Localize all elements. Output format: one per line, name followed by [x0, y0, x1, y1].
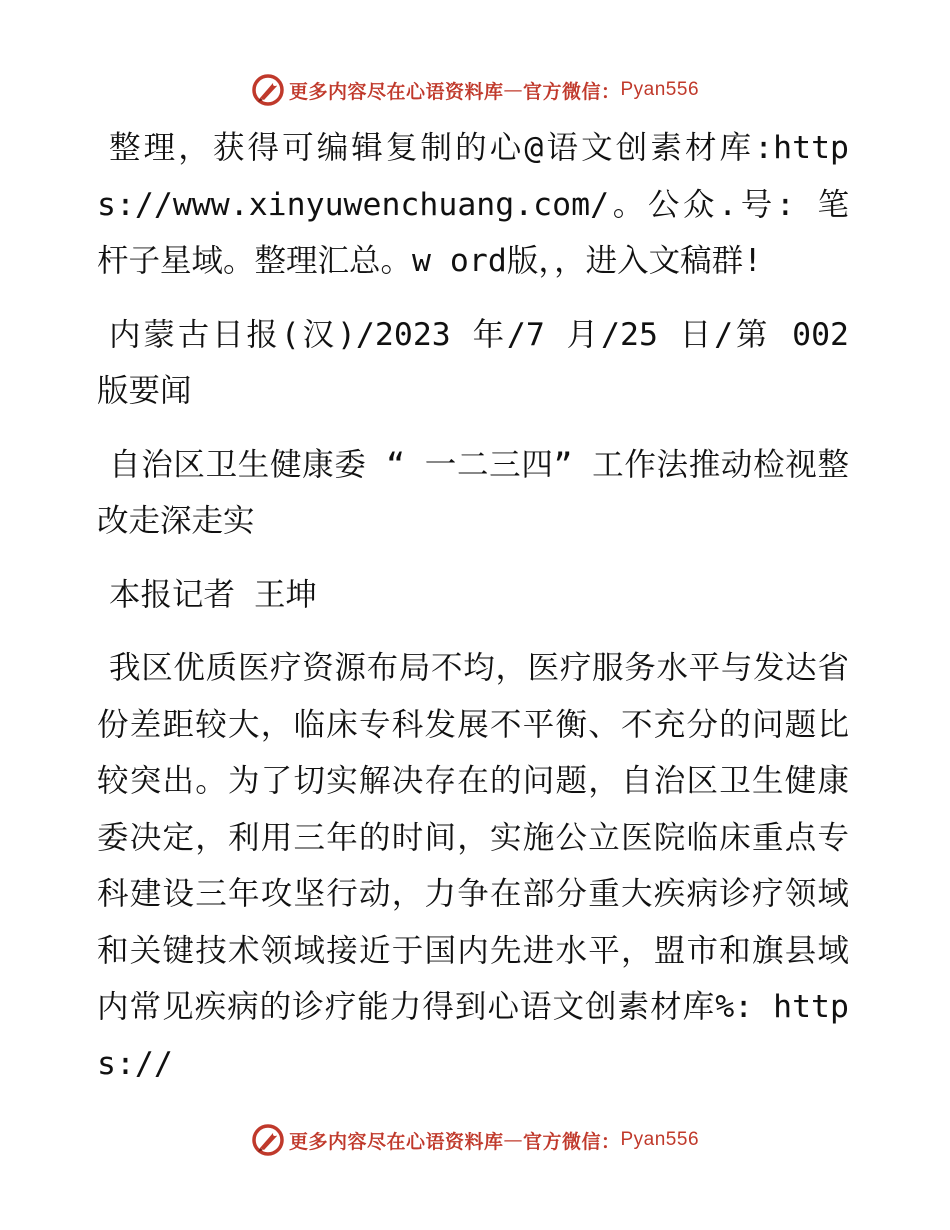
pen-circle-icon: [251, 1123, 285, 1157]
document-body: [97, 120, 849, 1109]
banner-wechat-label: 官方微信：: [522, 80, 621, 103]
banner-separator: —: [503, 79, 523, 101]
banner-wechat-label: 官方微信：: [522, 1130, 621, 1153]
footer-banner: [0, 1120, 950, 1160]
intro-paragraph: 整理，获得可编辑复制的心@语文创素材库:https://www.xinyuwenchuang.com/。公众.号: 笔杆子星域。整理汇总。w ord版，，进入文稿群!: [97, 130, 849, 279]
banner-slogan: 更多内容尽在心语资料库: [288, 1130, 504, 1153]
banner-separator: —: [503, 1129, 523, 1151]
body-paragraph: 我区优质医疗资源布局不均，医疗服务水平与发达省份差距较大，临床专科发展不平衡、不充分的问题比较突出。为了切实解决存在的问题，自治区卫生健康委决定，利用三年的时间，实施公立医院临床重点专科建设三年攻坚行动，力争在部分重大疾病诊疗领域和关键技术领域接近于国内先进水平，盟市和旗县域内常见疾病的诊疗能力得到心语文创素材库%: https://: [97, 650, 849, 1082]
banner-slogan: 更多内容尽在心语资料库: [288, 80, 504, 103]
author-line: 本报记者 王坤: [109, 576, 317, 613]
article-title: 自治区卫生健康委 “ 一二三四” 工作法推动检视整改走深走实: [97, 446, 849, 539]
header-banner: [0, 70, 950, 110]
banner-wechat-id: Pyan556: [620, 1129, 700, 1150]
banner-wechat-id: Pyan556: [620, 79, 700, 100]
source-line: 内蒙古日报(汉)/2023 年/7 月/25 日/第 002 版要闻: [97, 316, 849, 409]
pen-circle-icon: [251, 73, 285, 107]
